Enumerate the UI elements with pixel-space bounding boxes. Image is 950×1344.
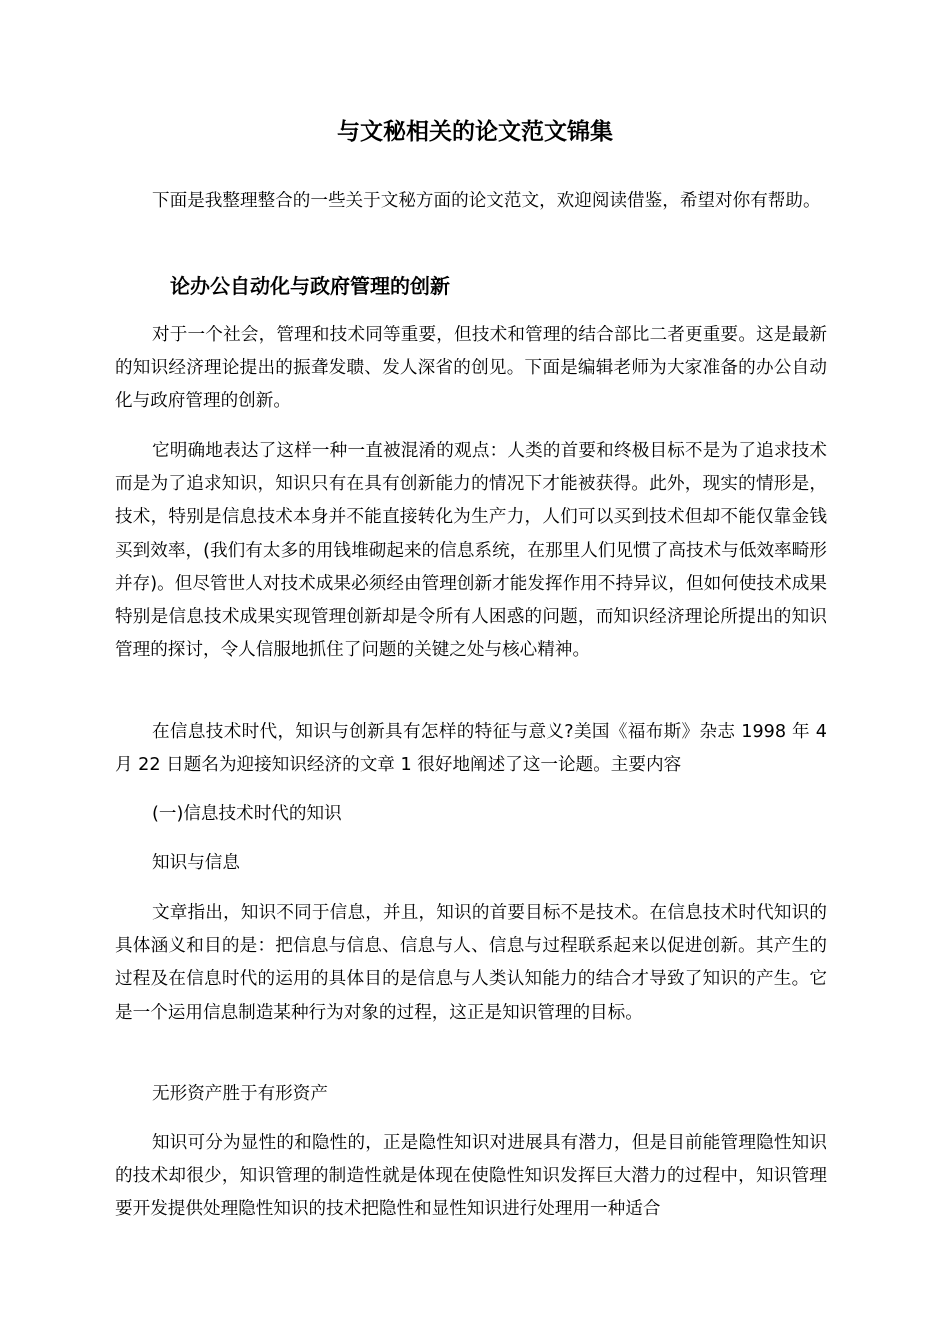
intro-paragraph: 下面是我整理整合的一些关于文秘方面的论文范文，欢迎阅读借鉴，希望对你有帮助。 bbox=[152, 191, 821, 211]
section-heading: 论办公自动化与政府管理的创新 bbox=[170, 274, 450, 298]
body-paragraph: 文章指出，知识不同于信息，并且，知识的首要目标不是技术。在信息技术时代知识的具体涵义和目的是：把信息与信息、信息与人、信息与过程联系起来以促进创新。其产生的过程及在信息时代的运用的具体目的是信息与人类认知能力的结合才导致了知识的产生。它是一个运用信息制造某种行为对象的过程，这正是知识管理的目标。 bbox=[115, 903, 827, 1023]
document-title: 与文秘相关的论文范文锦集 bbox=[337, 119, 613, 145]
body-paragraph: 在信息技术时代，知识与创新具有怎样的特征与意义?美国《福布斯》杂志 1998 年 4 月 22 日题名为迎接知识经济的文章 1 很好地阐述了这一论题。主要内容 bbox=[115, 722, 827, 776]
body-paragraph: 对于一个社会，管理和技术同等重要，但技术和管理的结合部比二者更重要。这是最新的知识经济理论提出的振聋发聩、发人深省的创见。下面是编辑老师为大家准备的办公自动化与政府管理的创新。 bbox=[115, 325, 827, 412]
subheading-knowledge-info: 知识与信息 bbox=[152, 853, 240, 873]
body-paragraph: 它明确地表达了这样一种一直被混淆的观点：人类的首要和终极目标不是为了追求技术而是为了追求知识，知识只有在具有创新能力的情况下才能被获得。此外，现实的情形是，技术，特别是信息技术本身并不能直接转化为生产力，人们可以买到技术但却不能仅靠金钱买到效率，(我们有太多的用钱堆砌起来的信息系统，在那里人们见惯了高技术与低效率畸形并存)。但尽管世人对技术成果必须经由管理创新才能发挥作用不持异议，但如何使技术成果特别是信息技术成果实现管理创新却是令所有人困惑的问题，而知识经济理论所提出的知识管理的探讨，令人信服地抓住了问题的关键之处与核心精神。 bbox=[115, 441, 827, 661]
body-paragraph: 知识可分为显性的和隐性的，正是隐性知识对进展具有潜力，但是目前能管理隐性知识的技术却很少，知识管理的制造性就是体现在使隐性知识发挥巨大潜力的过程中，知识管理要开发提供处理隐性知识的技术把隐性和显性知识进行处理用一种适合 bbox=[115, 1133, 827, 1220]
subheading-intangible-assets: 无形资产胜于有形资产 bbox=[152, 1084, 328, 1104]
subheading-knowledge-era: (一)信息技术时代的知识 bbox=[152, 804, 342, 824]
